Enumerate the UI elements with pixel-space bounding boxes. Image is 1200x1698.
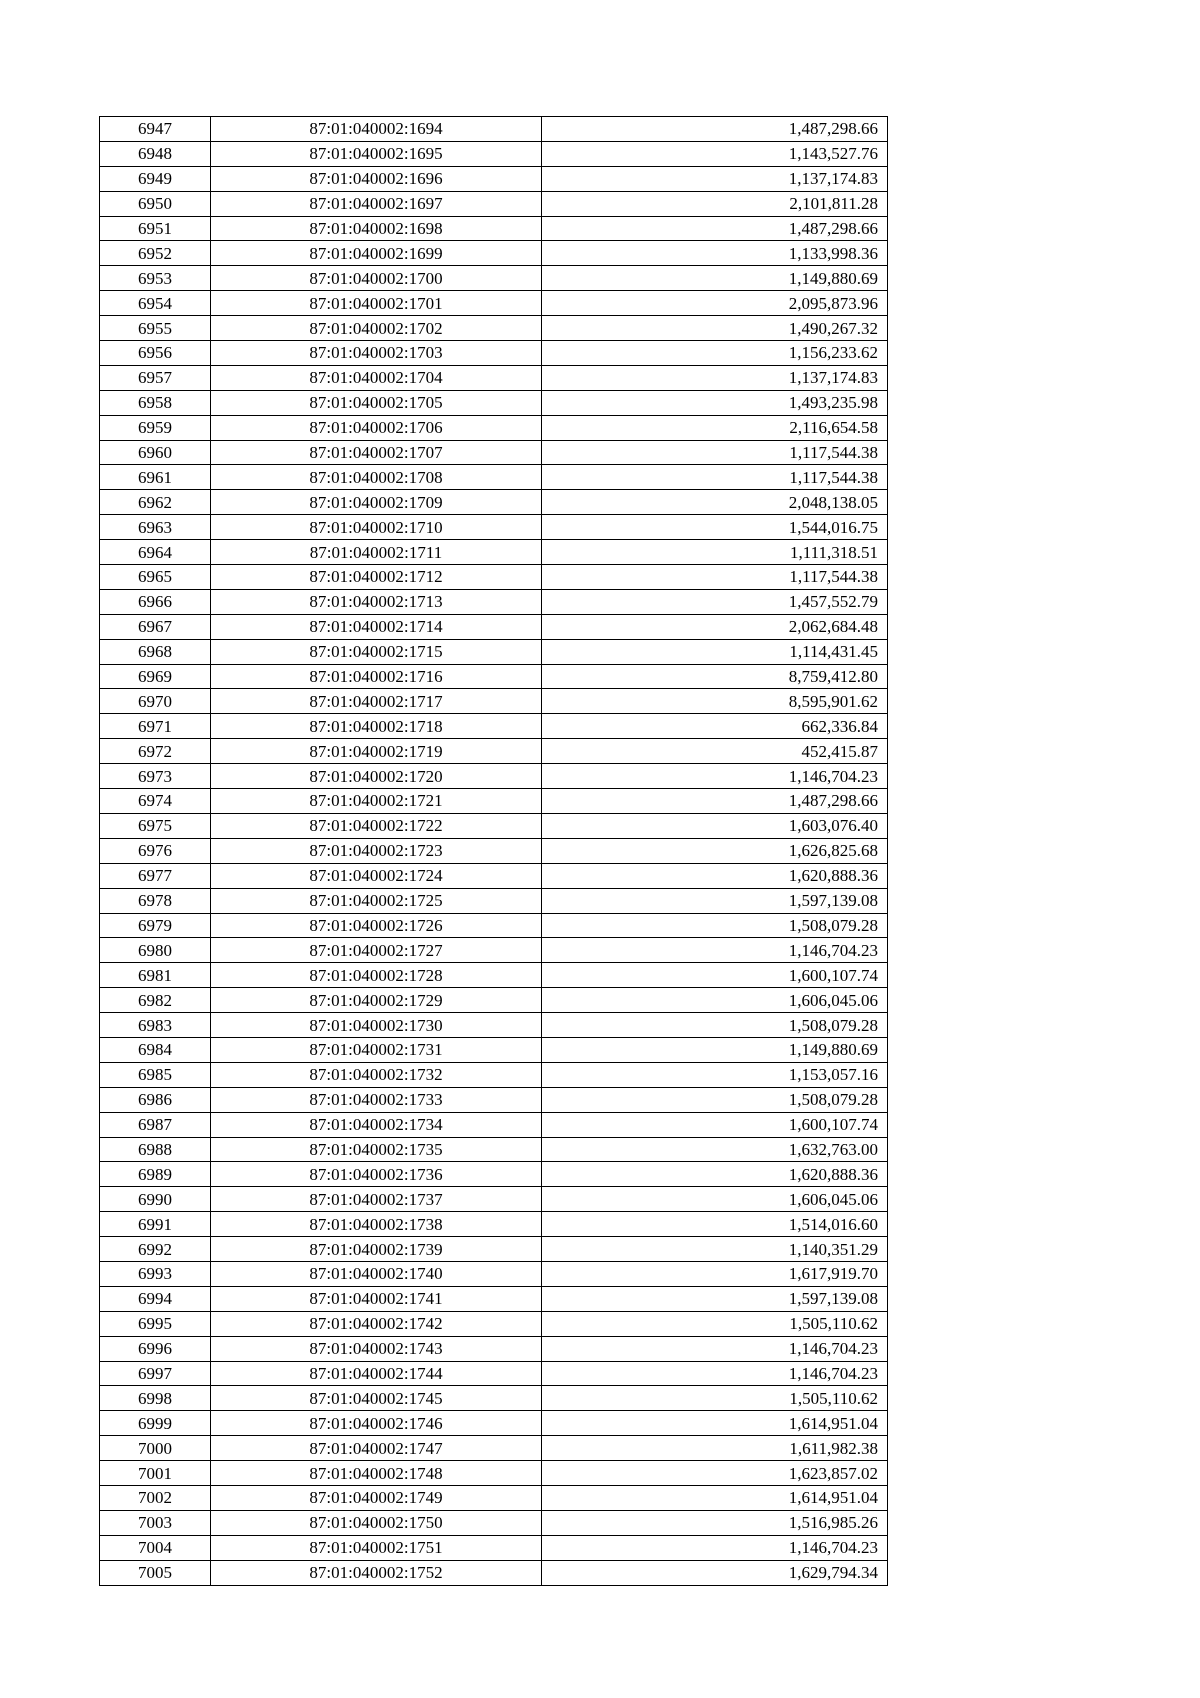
row-number-cell: 6964 <box>100 540 211 565</box>
row-number-cell: 6995 <box>100 1311 211 1336</box>
value-cell: 1,114,431.45 <box>542 639 888 664</box>
table-row <box>100 689 888 714</box>
value-cell: 1,490,267.32 <box>542 316 888 341</box>
table-row <box>100 266 888 291</box>
cadastral-number-cell: 87:01:040002:1725 <box>211 888 542 913</box>
cadastral-number-cell: 87:01:040002:1739 <box>211 1237 542 1262</box>
table-row <box>100 540 888 565</box>
table-row <box>100 863 888 888</box>
row-number-cell: 6988 <box>100 1137 211 1162</box>
table-row <box>100 490 888 515</box>
cadastral-number-cell: 87:01:040002:1719 <box>211 739 542 764</box>
row-number-cell: 7002 <box>100 1485 211 1510</box>
table-row <box>100 440 888 465</box>
table-row <box>100 1411 888 1436</box>
cadastral-number-cell: 87:01:040002:1712 <box>211 565 542 590</box>
table-row <box>100 838 888 863</box>
table-row <box>100 938 888 963</box>
table-row <box>100 1386 888 1411</box>
value-cell: 1,117,544.38 <box>542 440 888 465</box>
cadastral-number-cell: 87:01:040002:1721 <box>211 789 542 814</box>
table-row <box>100 117 888 142</box>
cadastral-number-cell: 87:01:040002:1748 <box>211 1461 542 1486</box>
row-number-cell: 6991 <box>100 1212 211 1237</box>
row-number-cell: 7005 <box>100 1560 211 1585</box>
cadastral-number-cell: 87:01:040002:1750 <box>211 1510 542 1535</box>
table-row <box>100 664 888 689</box>
table-row <box>100 988 888 1013</box>
row-number-cell: 6979 <box>100 913 211 938</box>
row-number-cell: 6998 <box>100 1386 211 1411</box>
cadastral-number-cell: 87:01:040002:1710 <box>211 515 542 540</box>
table-row <box>100 714 888 739</box>
cadastral-number-cell: 87:01:040002:1729 <box>211 988 542 1013</box>
cadastral-number-cell: 87:01:040002:1703 <box>211 341 542 366</box>
table-row <box>100 1485 888 1510</box>
cadastral-number-cell: 87:01:040002:1709 <box>211 490 542 515</box>
cadastral-number-cell: 87:01:040002:1738 <box>211 1212 542 1237</box>
row-number-cell: 6955 <box>100 316 211 341</box>
value-cell: 1,620,888.36 <box>542 1162 888 1187</box>
value-cell: 1,626,825.68 <box>542 838 888 863</box>
cadastral-value-table <box>99 116 888 1586</box>
row-number-cell: 6971 <box>100 714 211 739</box>
row-number-cell: 6960 <box>100 440 211 465</box>
value-cell: 1,623,857.02 <box>542 1461 888 1486</box>
row-number-cell: 7001 <box>100 1461 211 1486</box>
table-row <box>100 1062 888 1087</box>
row-number-cell: 6962 <box>100 490 211 515</box>
value-cell: 1,457,552.79 <box>542 589 888 614</box>
table-row <box>100 913 888 938</box>
cadastral-number-cell: 87:01:040002:1708 <box>211 465 542 490</box>
table-row <box>100 465 888 490</box>
row-number-cell: 6990 <box>100 1187 211 1212</box>
value-cell: 1,508,079.28 <box>542 913 888 938</box>
table-row <box>100 291 888 316</box>
cadastral-number-cell: 87:01:040002:1704 <box>211 365 542 390</box>
row-number-cell: 6957 <box>100 365 211 390</box>
value-cell: 1,505,110.62 <box>542 1386 888 1411</box>
table-row <box>100 1013 888 1038</box>
row-number-cell: 6985 <box>100 1062 211 1087</box>
cadastral-number-cell: 87:01:040002:1730 <box>211 1013 542 1038</box>
row-number-cell: 6958 <box>100 390 211 415</box>
value-cell: 1,137,174.83 <box>542 166 888 191</box>
row-number-cell: 6969 <box>100 664 211 689</box>
table-row <box>100 1187 888 1212</box>
table-row <box>100 1137 888 1162</box>
row-number-cell: 6959 <box>100 415 211 440</box>
table-row <box>100 1461 888 1486</box>
cadastral-number-cell: 87:01:040002:1726 <box>211 913 542 938</box>
row-number-cell: 6968 <box>100 639 211 664</box>
value-cell: 1,111,318.51 <box>542 540 888 565</box>
cadastral-number-cell: 87:01:040002:1720 <box>211 764 542 789</box>
cadastral-number-cell: 87:01:040002:1714 <box>211 614 542 639</box>
table-row <box>100 1336 888 1361</box>
table-row <box>100 341 888 366</box>
cadastral-number-cell: 87:01:040002:1744 <box>211 1361 542 1386</box>
cadastral-number-cell: 87:01:040002:1695 <box>211 141 542 166</box>
cadastral-number-cell: 87:01:040002:1747 <box>211 1436 542 1461</box>
cadastral-number-cell: 87:01:040002:1706 <box>211 415 542 440</box>
table-row <box>100 1237 888 1262</box>
row-number-cell: 6970 <box>100 689 211 714</box>
cadastral-number-cell: 87:01:040002:1716 <box>211 664 542 689</box>
value-cell: 1,544,016.75 <box>542 515 888 540</box>
value-cell: 1,597,139.08 <box>542 888 888 913</box>
row-number-cell: 7004 <box>100 1535 211 1560</box>
cadastral-number-cell: 87:01:040002:1743 <box>211 1336 542 1361</box>
row-number-cell: 6982 <box>100 988 211 1013</box>
value-cell: 1,614,951.04 <box>542 1411 888 1436</box>
cadastral-number-cell: 87:01:040002:1699 <box>211 241 542 266</box>
cadastral-number-cell: 87:01:040002:1717 <box>211 689 542 714</box>
row-number-cell: 6986 <box>100 1087 211 1112</box>
row-number-cell: 6993 <box>100 1261 211 1286</box>
cadastral-number-cell: 87:01:040002:1745 <box>211 1386 542 1411</box>
cadastral-number-cell: 87:01:040002:1707 <box>211 440 542 465</box>
value-cell: 1,487,298.66 <box>542 117 888 142</box>
cadastral-number-cell: 87:01:040002:1701 <box>211 291 542 316</box>
table-row <box>100 241 888 266</box>
value-cell: 1,117,544.38 <box>542 565 888 590</box>
row-number-cell: 6972 <box>100 739 211 764</box>
row-number-cell: 6973 <box>100 764 211 789</box>
value-cell: 2,116,654.58 <box>542 415 888 440</box>
table-row <box>100 739 888 764</box>
value-cell: 8,595,901.62 <box>542 689 888 714</box>
cadastral-number-cell: 87:01:040002:1734 <box>211 1112 542 1137</box>
cadastral-number-cell: 87:01:040002:1696 <box>211 166 542 191</box>
cadastral-number-cell: 87:01:040002:1724 <box>211 863 542 888</box>
value-cell: 1,603,076.40 <box>542 813 888 838</box>
row-number-cell: 6961 <box>100 465 211 490</box>
table-row <box>100 166 888 191</box>
value-cell: 1,149,880.69 <box>542 1037 888 1062</box>
table-row <box>100 589 888 614</box>
table-row <box>100 789 888 814</box>
table-row <box>100 813 888 838</box>
row-number-cell: 6996 <box>100 1336 211 1361</box>
cadastral-number-cell: 87:01:040002:1736 <box>211 1162 542 1187</box>
cadastral-number-cell: 87:01:040002:1746 <box>211 1411 542 1436</box>
cadastral-number-cell: 87:01:040002:1737 <box>211 1187 542 1212</box>
table-body <box>100 117 888 1586</box>
row-number-cell: 6963 <box>100 515 211 540</box>
value-cell: 1,620,888.36 <box>542 863 888 888</box>
cadastral-number-cell: 87:01:040002:1697 <box>211 191 542 216</box>
value-cell: 662,336.84 <box>542 714 888 739</box>
table-row <box>100 639 888 664</box>
table-row <box>100 764 888 789</box>
table-row <box>100 1087 888 1112</box>
cadastral-number-cell: 87:01:040002:1728 <box>211 963 542 988</box>
value-cell: 1,156,233.62 <box>542 341 888 366</box>
value-cell: 1,493,235.98 <box>542 390 888 415</box>
cadastral-number-cell: 87:01:040002:1713 <box>211 589 542 614</box>
value-cell: 1,611,982.38 <box>542 1436 888 1461</box>
value-cell: 2,048,138.05 <box>542 490 888 515</box>
cadastral-number-cell: 87:01:040002:1735 <box>211 1137 542 1162</box>
value-cell: 1,606,045.06 <box>542 1187 888 1212</box>
row-number-cell: 7000 <box>100 1436 211 1461</box>
row-number-cell: 6984 <box>100 1037 211 1062</box>
table-row <box>100 316 888 341</box>
value-cell: 1,146,704.23 <box>542 938 888 963</box>
row-number-cell: 6951 <box>100 216 211 241</box>
cadastral-number-cell: 87:01:040002:1722 <box>211 813 542 838</box>
row-number-cell: 6978 <box>100 888 211 913</box>
cadastral-number-cell: 87:01:040002:1732 <box>211 1062 542 1087</box>
cadastral-number-cell: 87:01:040002:1751 <box>211 1535 542 1560</box>
value-cell: 2,101,811.28 <box>542 191 888 216</box>
cadastral-number-cell: 87:01:040002:1742 <box>211 1311 542 1336</box>
value-cell: 1,508,079.28 <box>542 1087 888 1112</box>
table-row <box>100 888 888 913</box>
table-row <box>100 1535 888 1560</box>
row-number-cell: 6948 <box>100 141 211 166</box>
table-row <box>100 1436 888 1461</box>
table-row <box>100 365 888 390</box>
cadastral-number-cell: 87:01:040002:1698 <box>211 216 542 241</box>
table-row <box>100 1510 888 1535</box>
row-number-cell: 6966 <box>100 589 211 614</box>
value-cell: 1,146,704.23 <box>542 764 888 789</box>
table-row <box>100 1162 888 1187</box>
table-row <box>100 390 888 415</box>
value-cell: 2,095,873.96 <box>542 291 888 316</box>
value-cell: 452,415.87 <box>542 739 888 764</box>
table-row <box>100 415 888 440</box>
row-number-cell: 7003 <box>100 1510 211 1535</box>
value-cell: 1,617,919.70 <box>542 1261 888 1286</box>
value-cell: 1,149,880.69 <box>542 266 888 291</box>
table-row <box>100 1560 888 1585</box>
row-number-cell: 6949 <box>100 166 211 191</box>
value-cell: 1,117,544.38 <box>542 465 888 490</box>
table-row <box>100 1311 888 1336</box>
cadastral-number-cell: 87:01:040002:1700 <box>211 266 542 291</box>
row-number-cell: 6992 <box>100 1237 211 1262</box>
value-cell: 1,143,527.76 <box>542 141 888 166</box>
value-cell: 1,133,998.36 <box>542 241 888 266</box>
value-cell: 1,508,079.28 <box>542 1013 888 1038</box>
value-cell: 1,487,298.66 <box>542 789 888 814</box>
value-cell: 1,632,763.00 <box>542 1137 888 1162</box>
table-row <box>100 1212 888 1237</box>
cadastral-number-cell: 87:01:040002:1733 <box>211 1087 542 1112</box>
value-cell: 1,140,351.29 <box>542 1237 888 1262</box>
row-number-cell: 6977 <box>100 863 211 888</box>
value-cell: 1,606,045.06 <box>542 988 888 1013</box>
cadastral-number-cell: 87:01:040002:1741 <box>211 1286 542 1311</box>
cadastral-number-cell: 87:01:040002:1752 <box>211 1560 542 1585</box>
cadastral-number-cell: 87:01:040002:1705 <box>211 390 542 415</box>
cadastral-number-cell: 87:01:040002:1731 <box>211 1037 542 1062</box>
value-cell: 8,759,412.80 <box>542 664 888 689</box>
row-number-cell: 6975 <box>100 813 211 838</box>
value-cell: 1,146,704.23 <box>542 1336 888 1361</box>
table-row <box>100 216 888 241</box>
cadastral-number-cell: 87:01:040002:1749 <box>211 1485 542 1510</box>
value-cell: 1,505,110.62 <box>542 1311 888 1336</box>
value-cell: 1,629,794.34 <box>542 1560 888 1585</box>
table-row <box>100 1037 888 1062</box>
value-cell: 1,146,704.23 <box>542 1361 888 1386</box>
row-number-cell: 6999 <box>100 1411 211 1436</box>
table-row <box>100 1112 888 1137</box>
row-number-cell: 6950 <box>100 191 211 216</box>
cadastral-number-cell: 87:01:040002:1723 <box>211 838 542 863</box>
table-row <box>100 565 888 590</box>
row-number-cell: 6976 <box>100 838 211 863</box>
row-number-cell: 6989 <box>100 1162 211 1187</box>
cadastral-number-cell: 87:01:040002:1718 <box>211 714 542 739</box>
value-cell: 1,487,298.66 <box>542 216 888 241</box>
value-cell: 1,600,107.74 <box>542 1112 888 1137</box>
table-row <box>100 1361 888 1386</box>
table-row <box>100 1261 888 1286</box>
row-number-cell: 6965 <box>100 565 211 590</box>
value-cell: 1,146,704.23 <box>542 1535 888 1560</box>
row-number-cell: 6981 <box>100 963 211 988</box>
row-number-cell: 6954 <box>100 291 211 316</box>
cadastral-number-cell: 87:01:040002:1727 <box>211 938 542 963</box>
value-cell: 1,514,016.60 <box>542 1212 888 1237</box>
cadastral-number-cell: 87:01:040002:1702 <box>211 316 542 341</box>
row-number-cell: 6974 <box>100 789 211 814</box>
value-cell: 1,600,107.74 <box>542 963 888 988</box>
value-cell: 1,137,174.83 <box>542 365 888 390</box>
table-row <box>100 191 888 216</box>
cadastral-number-cell: 87:01:040002:1715 <box>211 639 542 664</box>
row-number-cell: 6967 <box>100 614 211 639</box>
row-number-cell: 6980 <box>100 938 211 963</box>
table-row <box>100 614 888 639</box>
value-cell: 1,516,985.26 <box>542 1510 888 1535</box>
value-cell: 2,062,684.48 <box>542 614 888 639</box>
cadastral-number-cell: 87:01:040002:1740 <box>211 1261 542 1286</box>
table-row <box>100 515 888 540</box>
row-number-cell: 6994 <box>100 1286 211 1311</box>
row-number-cell: 6952 <box>100 241 211 266</box>
row-number-cell: 6983 <box>100 1013 211 1038</box>
value-cell: 1,597,139.08 <box>542 1286 888 1311</box>
table-row <box>100 141 888 166</box>
row-number-cell: 6956 <box>100 341 211 366</box>
cadastral-number-cell: 87:01:040002:1711 <box>211 540 542 565</box>
row-number-cell: 6953 <box>100 266 211 291</box>
cadastral-number-cell: 87:01:040002:1694 <box>211 117 542 142</box>
table-row <box>100 963 888 988</box>
row-number-cell: 6987 <box>100 1112 211 1137</box>
row-number-cell: 6997 <box>100 1361 211 1386</box>
value-cell: 1,153,057.16 <box>542 1062 888 1087</box>
table-row <box>100 1286 888 1311</box>
row-number-cell: 6947 <box>100 117 211 142</box>
value-cell: 1,614,951.04 <box>542 1485 888 1510</box>
